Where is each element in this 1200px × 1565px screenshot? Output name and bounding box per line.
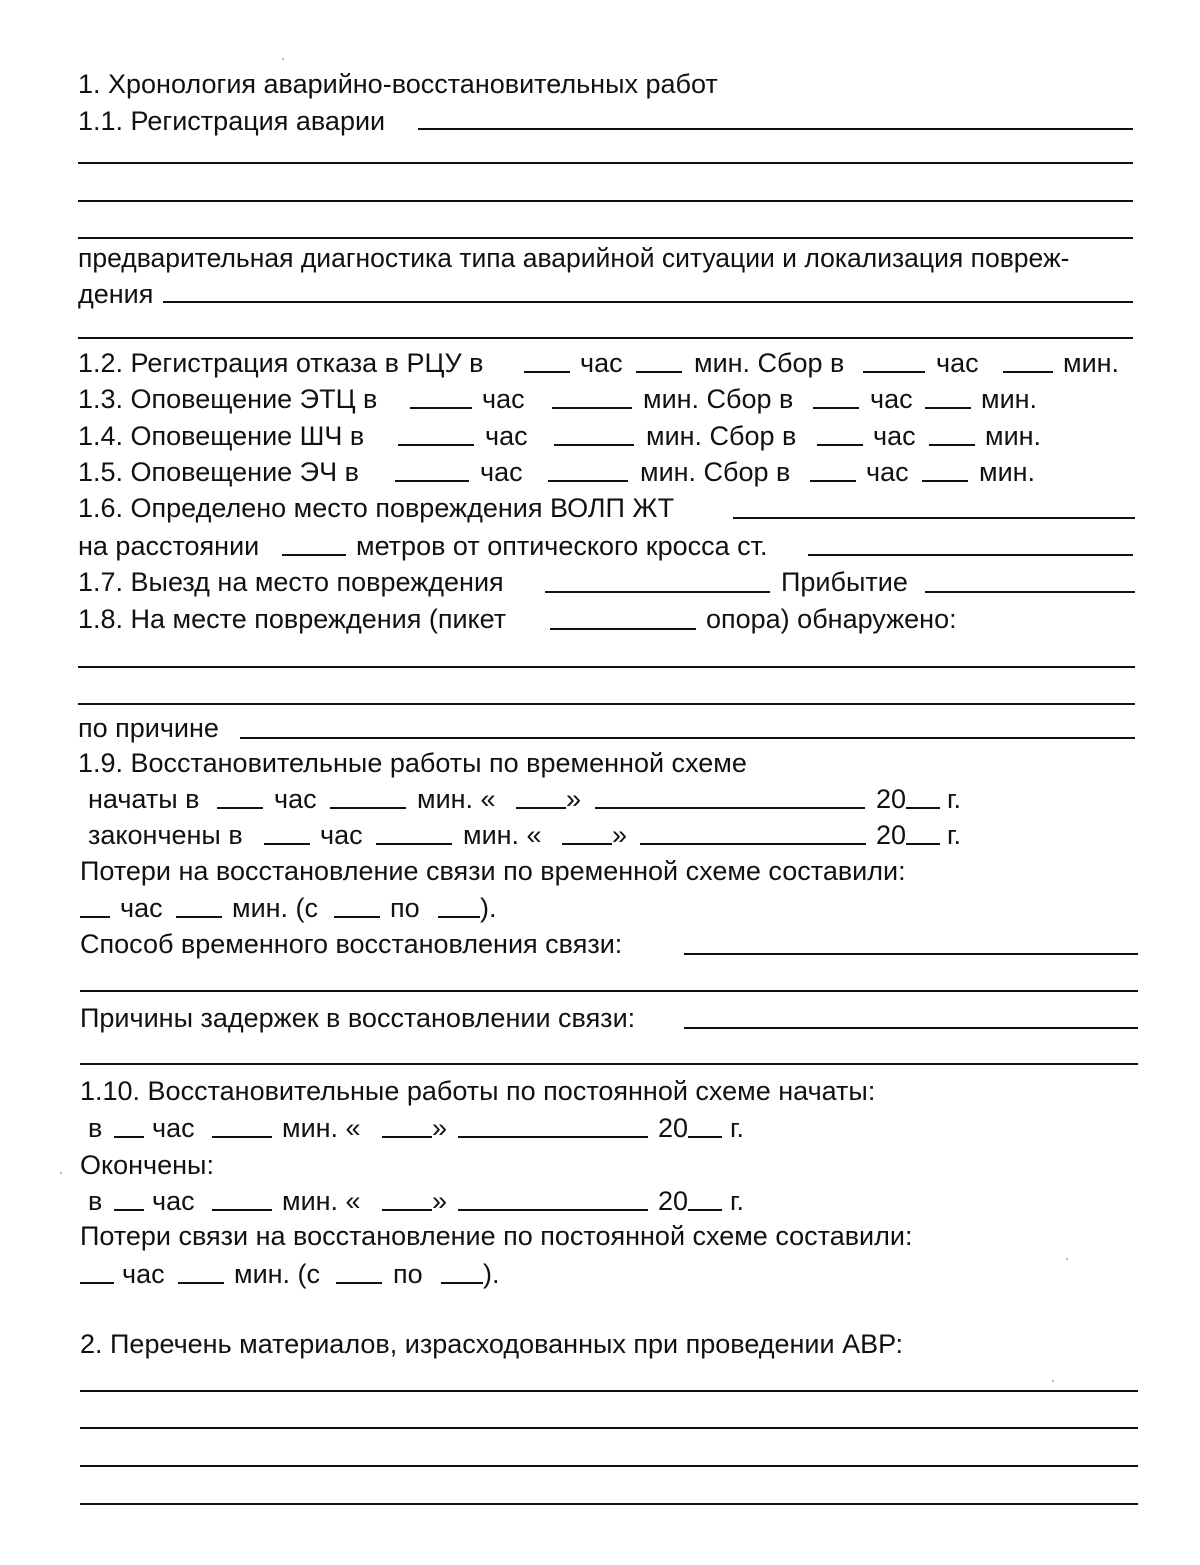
perm-loss-minute-field[interactable] (178, 1282, 224, 1284)
minute-from-text: мин. (с (232, 893, 319, 923)
temp-end-minute-field[interactable] (376, 843, 452, 845)
item-1-2-label: 1.2. Регистрация отказа в РЦУ в (78, 348, 484, 378)
minute-gather-text: мин. Сбор в (694, 348, 845, 378)
temp-loss-line (0, 853, 1200, 889)
damage-location-field[interactable] (733, 517, 1135, 519)
minute-quote-text: мин. « (282, 1113, 361, 1143)
section-2-title: 2. Перечень материалов, израсходованных при проведении АВР: (80, 1329, 904, 1359)
temp-loss-from-field[interactable] (334, 916, 380, 918)
temp-loss-to-field[interactable] (438, 916, 480, 918)
year-prefix: 20 (658, 1186, 689, 1216)
to-text: по (393, 1259, 423, 1289)
perm-end-day-field[interactable] (382, 1209, 432, 1211)
in-text: в (88, 1186, 103, 1216)
item-1-9-label: 1.9. Восстановительные работы по временной схеме (78, 748, 747, 778)
minute-quote-text: мин. « (282, 1186, 361, 1216)
hour-text: час (122, 1259, 165, 1289)
hour-text: час (870, 384, 913, 414)
accident-registration-field[interactable] (418, 128, 1133, 130)
accident-registration-line-3[interactable] (78, 200, 1133, 202)
rcu-hour-field[interactable] (524, 371, 570, 373)
hour-text: час (120, 893, 163, 923)
minute-text: мин. (979, 457, 1036, 487)
item-1-2-line (0, 345, 1200, 381)
perm-loss-to-field[interactable] (441, 1282, 483, 1284)
arrival-label: Прибытие (781, 567, 908, 597)
item-1-4-label: 1.4. Оповещение ШЧ в (78, 421, 365, 451)
temp-start-hour-field[interactable] (217, 807, 263, 809)
ech-hour-field[interactable] (395, 480, 469, 482)
temp-end-month-field[interactable] (640, 843, 866, 845)
year-suffix: г. (947, 820, 962, 850)
etc-gather-hour-field[interactable] (813, 407, 859, 409)
ended-label: Окончены: (80, 1150, 214, 1180)
cross-station-field[interactable] (808, 554, 1133, 556)
shch-hour-field[interactable] (398, 444, 474, 446)
hour-text: час (866, 457, 909, 487)
to-text: по (390, 893, 420, 923)
distance-label-cont: метров от оптического кросса ст. (356, 531, 768, 561)
minute-from-text: мин. (с (234, 1259, 321, 1289)
hour-text: час (936, 348, 979, 378)
temp-start-year-field[interactable] (906, 807, 940, 809)
item-1-8-label: 1.8. На месте повреждения (пикет (78, 604, 507, 634)
scan-speck (282, 58, 284, 60)
minute-quote-text: мин. « (463, 820, 542, 850)
hour-text: час (873, 421, 916, 451)
scan-speck (1066, 1258, 1068, 1260)
year-suffix: г. (730, 1113, 745, 1143)
rcu-gather-minute-field[interactable] (1003, 371, 1053, 373)
found-field-line-2[interactable] (78, 703, 1135, 705)
rcu-minute-field[interactable] (636, 371, 682, 373)
temp-start-line (0, 781, 1200, 817)
minute-gather-text: мин. Сбор в (646, 421, 797, 451)
year-prefix: 20 (658, 1113, 689, 1143)
materials-line-2[interactable] (80, 1427, 1138, 1429)
temp-method-label: Способ временного восстановления связи: (80, 929, 623, 959)
minute-gather-text: мин. Сбор в (643, 384, 794, 414)
cause-label: по причине (78, 713, 219, 743)
item-1-4-line (0, 418, 1200, 454)
hour-text: час (580, 348, 623, 378)
quote-close: » (612, 820, 628, 850)
perm-end-year-field[interactable] (688, 1209, 722, 1211)
section-1-title: 1. Хронология аварийно-восстановительных работ (78, 69, 718, 99)
item-1-7-label: 1.7. Выезд на место повреждения (78, 567, 504, 597)
item-1-9-line (0, 745, 1200, 781)
ended-label: закончены в (88, 820, 243, 850)
section-2-line (0, 1326, 1200, 1362)
hour-text: час (152, 1186, 195, 1216)
ech-minute-field[interactable] (548, 480, 628, 482)
distance-line (0, 528, 1200, 564)
close-paren: ). (483, 1259, 500, 1289)
temp-end-hour-field[interactable] (264, 843, 310, 845)
temp-end-year-field[interactable] (906, 843, 940, 845)
shch-gather-minute-field[interactable] (929, 444, 975, 446)
diagnostics-field[interactable] (163, 301, 1133, 303)
perm-end-minute-field[interactable] (212, 1209, 272, 1211)
year-prefix: 20 (876, 820, 907, 850)
perm-end-line (0, 1183, 1200, 1219)
hour-text: час (274, 784, 317, 814)
close-paren: ). (480, 893, 497, 923)
item-1-10-line (0, 1073, 1200, 1109)
hour-text: час (480, 457, 523, 487)
diagnostics-line (0, 240, 1200, 276)
diagnostics-field-line-2[interactable] (78, 337, 1133, 339)
minute-text: мин. (1063, 348, 1120, 378)
perm-loss-line (0, 1218, 1200, 1254)
temp-method-line (0, 926, 1200, 962)
diagnostics-label: предварительная диагностика типа аварийной ситуации и локализация повреж- (78, 243, 1070, 273)
temp-loss-minute-field[interactable] (176, 916, 222, 918)
rcu-gather-hour-field[interactable] (863, 371, 925, 373)
perm-start-line (0, 1110, 1200, 1146)
scan-speck (60, 1172, 62, 1174)
temp-loss-hour-field[interactable] (80, 916, 110, 918)
year-suffix: г. (947, 784, 962, 814)
materials-line-4[interactable] (80, 1503, 1138, 1505)
departure-field[interactable] (545, 591, 770, 593)
temp-start-month-field[interactable] (595, 807, 865, 809)
ech-gather-minute-field[interactable] (922, 480, 968, 482)
item-1-3-label: 1.3. Оповещение ЭТЦ в (78, 384, 378, 414)
hour-text: час (482, 384, 525, 414)
minute-gather-text: мин. Сбор в (640, 457, 791, 487)
temp-start-minute-field[interactable] (330, 807, 406, 809)
diagnostics-label-cont: дения (78, 279, 154, 309)
quote-close: » (432, 1186, 448, 1216)
ech-gather-hour-field[interactable] (810, 480, 856, 482)
materials-line-3[interactable] (80, 1465, 1138, 1467)
perm-start-year-field[interactable] (688, 1136, 722, 1138)
delays-label: Причины задержек в восстановлении связи: (80, 1003, 636, 1033)
item-1-7-line (0, 564, 1200, 600)
accident-registration-line-2[interactable] (78, 162, 1133, 164)
diagnostics-line-2 (0, 276, 1200, 312)
cause-field[interactable] (240, 737, 1135, 739)
hour-text: час (485, 421, 528, 451)
delays-field[interactable] (684, 1027, 1138, 1029)
hour-text: час (152, 1113, 195, 1143)
perm-end-month-field[interactable] (458, 1209, 648, 1211)
year-prefix: 20 (876, 784, 907, 814)
etc-minute-field[interactable] (552, 407, 632, 409)
perm-loss-hour-field[interactable] (80, 1282, 114, 1284)
accident-registration-line-4[interactable] (78, 237, 1133, 239)
perm-start-minute-field[interactable] (212, 1136, 272, 1138)
picket-field[interactable] (550, 628, 696, 630)
temp-end-day-field[interactable] (562, 843, 612, 845)
item-1-8-label-cont: опора) обнаружено: (706, 604, 957, 634)
etc-hour-field[interactable] (410, 407, 472, 409)
temp-method-field[interactable] (684, 953, 1138, 955)
perm-loss-time-line (0, 1256, 1200, 1292)
distance-label: на расстоянии (78, 531, 260, 561)
cause-line (0, 710, 1200, 746)
item-1-6-line (0, 490, 1200, 526)
item-1-10-label: 1.10. Восстановительные работы по постоянной схеме начаты: (80, 1076, 876, 1106)
etc-gather-minute-field[interactable] (925, 407, 971, 409)
in-text: в (88, 1113, 103, 1143)
minute-text: мин. (981, 384, 1038, 414)
item-1-5-label: 1.5. Оповещение ЭЧ в (78, 457, 359, 487)
scan-speck (1052, 1380, 1054, 1382)
temp-end-line (0, 817, 1200, 853)
arrival-field[interactable] (925, 591, 1135, 593)
item-1-5-line (0, 454, 1200, 490)
perm-end-hour-field[interactable] (114, 1209, 144, 1211)
delays-line (0, 1000, 1200, 1036)
ended-line (0, 1147, 1200, 1183)
perm-start-month-field[interactable] (458, 1136, 648, 1138)
temp-loss-label: Потери на восстановление связи по временной схеме составили: (80, 856, 906, 886)
temp-method-field-line-2[interactable] (80, 990, 1138, 992)
found-field-line-1[interactable] (78, 666, 1135, 668)
section-1-heading-line (0, 66, 1200, 102)
item-1-1-line (0, 103, 1200, 139)
shch-gather-hour-field[interactable] (817, 444, 863, 446)
year-suffix: г. (730, 1186, 745, 1216)
minute-quote-text: мин. « (417, 784, 496, 814)
perm-start-hour-field[interactable] (114, 1136, 144, 1138)
perm-loss-label: Потери связи на восстановление по постоянной схеме составили: (80, 1221, 913, 1251)
materials-line-1[interactable] (80, 1390, 1138, 1392)
temp-start-day-field[interactable] (516, 807, 566, 809)
delays-field-line-2[interactable] (80, 1063, 1138, 1065)
perm-start-day-field[interactable] (382, 1136, 432, 1138)
item-1-3-line (0, 381, 1200, 417)
item-1-1-label: 1.1. Регистрация аварии (78, 106, 386, 136)
perm-loss-from-field[interactable] (336, 1282, 382, 1284)
minute-text: мин. (985, 421, 1042, 451)
temp-loss-time-line (0, 890, 1200, 926)
quote-close: » (566, 784, 582, 814)
hour-text: час (320, 820, 363, 850)
shch-minute-field[interactable] (554, 444, 634, 446)
item-1-6-label: 1.6. Определено место повреждения ВОЛП ЖТ (78, 493, 675, 523)
quote-close: » (432, 1113, 448, 1143)
item-1-8-line (0, 601, 1200, 637)
started-label: начаты в (88, 784, 200, 814)
distance-meters-field[interactable] (282, 554, 346, 556)
